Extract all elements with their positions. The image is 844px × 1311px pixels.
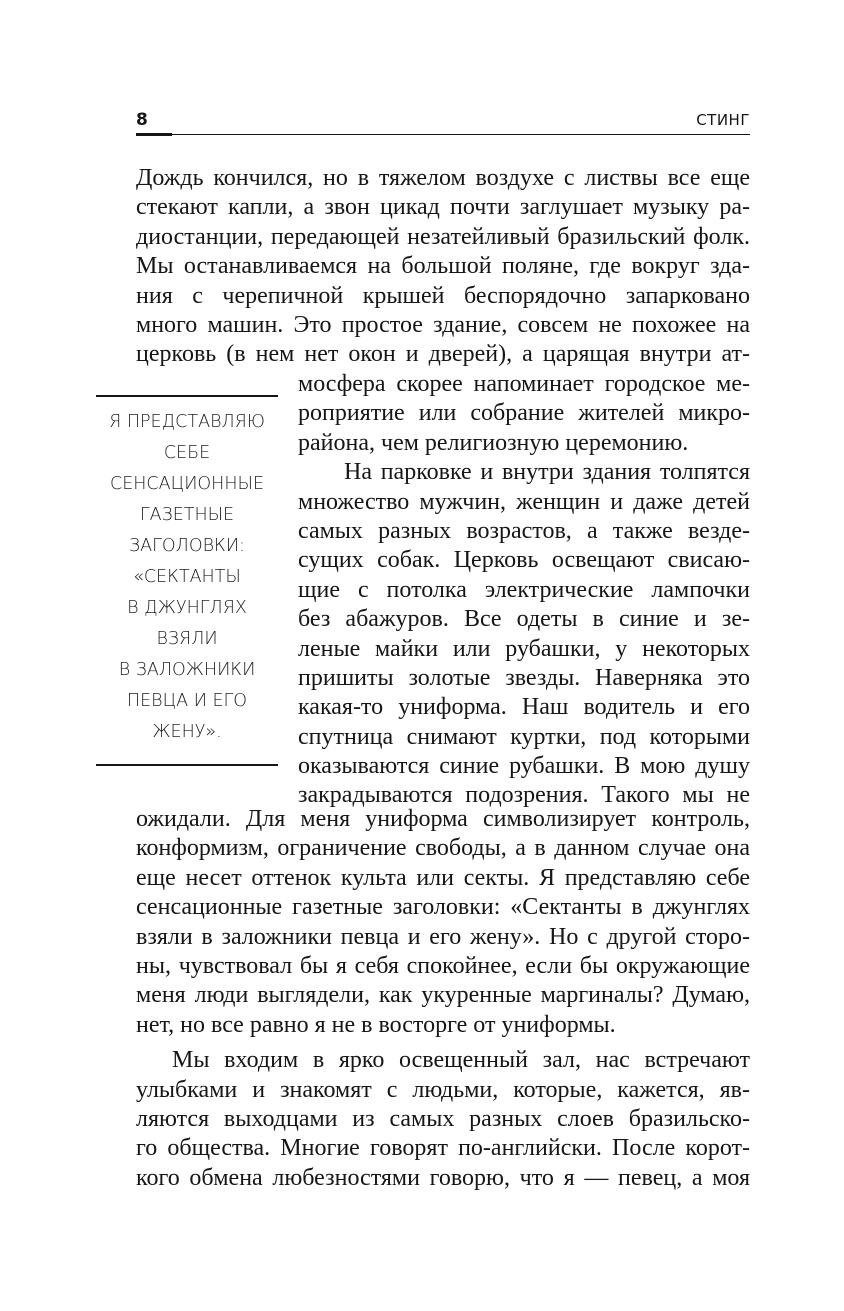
text-line: без абажуров. Все одеты в синие и зе-: [298, 606, 750, 633]
text-line: самых разных возрастов, а также везде-: [298, 517, 750, 544]
text-line: леные майки или рубашки, у некоторых: [298, 635, 750, 662]
text-line: ния с черепичной крышей беспорядочно запарковано: [136, 282, 750, 309]
text-line: закрадываются подозрения. Такого мы не: [298, 782, 750, 809]
pull-quote-line: ЗАГОЛОВКИ:: [129, 536, 245, 556]
text-line: кого обмена любезностями говорю, что я — певец, а моя: [136, 1164, 750, 1191]
text-line: еще несет оттенок культа или секты. Я представляю себе: [136, 864, 750, 891]
pull-quote-line: СЕНСАЦИОННЫЕ: [109, 474, 264, 494]
pull-quote-line: СЕБЕ: [163, 443, 211, 463]
text-line: стекают капли, а звон цикад почти заглушает музыку ра-: [136, 194, 750, 221]
text-line: Мы входим в ярко освещенный зал, нас встречают: [172, 1047, 750, 1074]
pull-quote-line: «СЕКТАНТЫ: [133, 567, 241, 587]
body-text-bottom: [136, 805, 750, 1193]
page-number: 8: [136, 110, 148, 130]
text-line: спутница снимают куртки, под которыми: [298, 723, 750, 750]
body-text-top: [136, 164, 750, 370]
pull-quote-line: ПЕВЦА И ЕГО: [126, 691, 248, 711]
page-header: [136, 110, 750, 136]
text-line: диостанции, передающей незатейливый бразильский фолк.: [136, 223, 750, 250]
text-line: конформизм, ограничение свободы, а в данном случае она: [136, 835, 750, 862]
text-line: церковь (в нем нет окон и дверей), а царящая внутри ат-: [136, 341, 750, 368]
text-line: много машин. Это простое здание, совсем не похожее на: [136, 311, 750, 338]
text-line: множество мужчин, женщин и даже детей: [298, 488, 750, 515]
pull-quote-line: ВЗЯЛИ: [156, 629, 218, 649]
text-line: оказываются синие рубашки. В мою душу: [298, 753, 750, 780]
text-line: Мы останавливаемся на большой поляне, где вокруг зда-: [136, 253, 750, 280]
header-rule-accent: [136, 133, 172, 136]
pull-quote: [96, 395, 278, 766]
text-line: Дождь кончился, но в тяжелом воздухе с листвы все еще: [136, 165, 750, 191]
text-line: На парковке и внутри здания толпятся: [344, 459, 750, 486]
text-line: щие с потолка электрические лампочки: [298, 576, 750, 603]
text-line: ляются выходцами из самых разных слоев бразильско-: [136, 1105, 750, 1132]
text-line: сущих собак. Церковь освещают свисаю-: [298, 547, 750, 574]
running-title: СТИНГ: [696, 111, 750, 129]
pull-quote-text: [96, 407, 278, 748]
text-line: мосфера скорее напоминает городское ме-: [298, 371, 750, 397]
pull-quote-line: В ЗАЛОЖНИКИ: [118, 660, 256, 680]
header-rule: [172, 134, 750, 135]
pull-quote-line: ЖЕНУ».: [152, 722, 222, 742]
pull-quote-line: В ДЖУНГЛЯХ: [127, 598, 247, 618]
text-line: ны, чувствовал бы я себя спокойнее, если бы окружающие: [136, 952, 750, 979]
pull-quote-rule-bottom: [96, 764, 278, 766]
text-line: ожидали. Для меня униформа символизирует контроль,: [136, 806, 750, 832]
text-line: пришиты золотые звезды. Наверняка это: [298, 664, 750, 691]
pull-quote-rule-top: [96, 395, 278, 397]
text-line: взяли в заложники певца и его жену». Но с другой сторо-: [136, 923, 750, 950]
pull-quote-line: ГАЗЕТНЫЕ: [139, 505, 235, 525]
body-text-wrapped: [298, 370, 750, 811]
pull-quote-line: Я ПРЕДСТАВЛЯЮ: [109, 412, 265, 432]
text-line: района, чем религиозную церемонию.: [298, 429, 689, 456]
text-line: го общества. Многие говорят по-английски. После корот-: [136, 1135, 750, 1162]
text-line: какая-то униформа. Наш водитель и его: [298, 694, 750, 721]
text-line: меня люди выглядели, как укуренные маргиналы? Думаю,: [136, 982, 750, 1009]
text-line: улыбками и знакомят с людьми, которые, кажется, яв-: [136, 1076, 750, 1103]
text-line: роприятие или собрание жителей микро-: [298, 400, 750, 427]
text-line: нет, но все равно я не в восторге от униформы.: [136, 1011, 616, 1038]
text-line: сенсационные газетные заголовки: «Сектанты в джунглях: [136, 894, 750, 921]
